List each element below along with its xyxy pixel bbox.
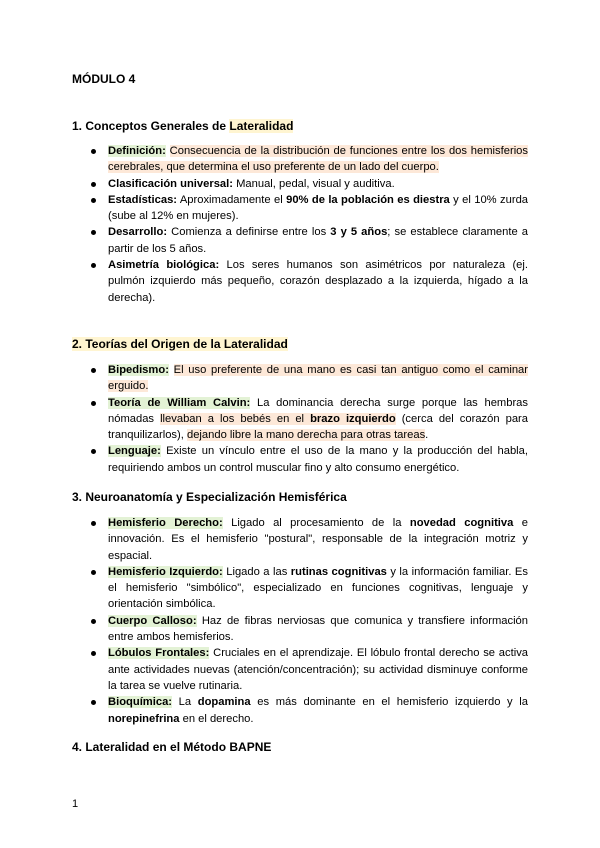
list-item-desarrollo [0,224,600,257]
item-bold: norepinefrina [108,712,180,725]
item-highlight-bold: brazo izquierdo [310,412,396,425]
item-text: Aproximadamente el [179,193,287,206]
list-item-bioquimica [0,694,600,727]
section-heading-4: 4. Lateralidad en el Método BAPNE [72,740,272,754]
item-text: Comienza a definirse entre los [171,226,331,239]
page-number: 1 [72,798,79,810]
section-heading-2-text: 2. Teorías del Origen de la Lateralidad [72,337,288,351]
item-label: Bipedismo: [108,364,169,376]
item-label: Asimetría biológica: [108,259,220,272]
item-bold: 90% de la población es diestra [286,193,450,206]
item-text: Existe un vínculo entre el uso de la mano y la producción del habla, requiriendo ambos un control muscular fino y alto consumo energético. [108,445,528,474]
item-bold: 3 y 5 años [330,226,388,239]
item-label: Cuerpo Calloso: [108,614,197,627]
section-heading-1 [72,118,293,134]
list-item-clasificacion [0,176,600,192]
item-text: Ligado a las [226,565,291,578]
item-text: en el derecho. [179,712,254,725]
item-text: La dominancia derecha surge porque las hembras nómadas [108,396,529,425]
list-item-bipedismo [0,362,600,395]
item-label: Definición: [108,145,166,157]
item-text: y el 10% zurda (sube al 12% en mujeres). [108,193,529,223]
item-label: Estadísticas: [108,193,178,206]
item-label: Lóbulos Frontales: [108,647,210,660]
list-item-calvin [0,395,600,444]
item-text: y la información familiar. Es el hemisferio "simbólico", especializado en funciones cognitivas, lenguaje y orientación simbólica. [108,565,528,611]
item-label: Clasificación universal: [108,177,233,190]
item-text: ; se establece claramente a partir de los 5 años. [108,226,529,255]
item-label: Hemisferio Derecho: [108,517,223,529]
list-item-lobulos-frontales [0,645,600,694]
item-highlight: dejando libre la mano derecha para otras tareas [186,429,426,442]
section-heading-1-prefix: 1. Conceptos Generales de [72,119,230,133]
list-item-lenguaje [0,443,600,476]
item-bold: novedad cognitiva [409,517,514,529]
item-text: Los seres humanos son asimétricos por naturaleza (ej. pulmón izquierdo más pequeño, corazón desplazado a la izquierda, hígado a la derecha). [108,259,528,304]
section-heading-1-highlight: Lateralidad [229,119,294,133]
item-text: Consecuencia de la distribución de funciones entre los dos hemisferios cerebrales, que determina el uso preferente de un lado del cuerpo. [108,145,528,174]
item-text: e innovación. Es el hemisferio "postural", responsable de la integración motriz y espacial. [108,517,528,562]
item-text: El uso preferente de una mano es casi tan antiguo como el caminar erguido. [108,364,529,393]
item-bold: rutinas cognitivas [290,565,387,578]
item-text: Manual, pedal, visual y auditiva. [236,177,395,190]
section-2-list [0,362,600,476]
list-item-definicion [0,143,600,176]
item-text: La [178,696,198,709]
list-item-estadisticas [0,192,600,225]
list-item-asimetria [0,257,600,306]
item-text: . [425,429,429,442]
item-label: Bioquímica: [108,696,173,709]
section-3-list [0,515,600,727]
item-text: es más dominante en el hemisferio izquierdo y la [250,696,528,709]
section-1-list [0,143,600,306]
item-label: Hemisferio Izquierdo: [108,565,223,578]
list-item-hemisferio-izquierdo [0,564,600,613]
item-text: Ligado al procesamiento de la [231,517,410,529]
list-item-cuerpo-calloso [0,613,600,646]
item-label: Lenguaje: [108,445,161,458]
module-title: MÓDULO 4 [72,72,136,86]
item-text: (cerca del corazón para tranquilizarlos), [108,412,528,442]
list-item-hemisferio-derecho [0,515,600,564]
item-text: Cruciales en el aprendizaje. El lóbulo frontal derecho se activa ante actividades nuevas (atención/concentración); su actividad disminuye conforme la tarea se vuelve rutinaria. [108,647,529,692]
item-bold: dopamina [197,696,251,709]
section-heading-2 [72,336,288,352]
section-heading-3: 3. Neuroanatomía y Especialización Hemisférica [72,490,347,504]
item-highlight: llevaban a los bebés en el [160,412,311,425]
item-label: Desarrollo: [108,226,168,239]
item-label: Teoría de William Calvin: [108,396,251,409]
item-text: Haz de fibras nerviosas que comunica y transfiere información entre ambos hemisferios. [108,614,529,644]
